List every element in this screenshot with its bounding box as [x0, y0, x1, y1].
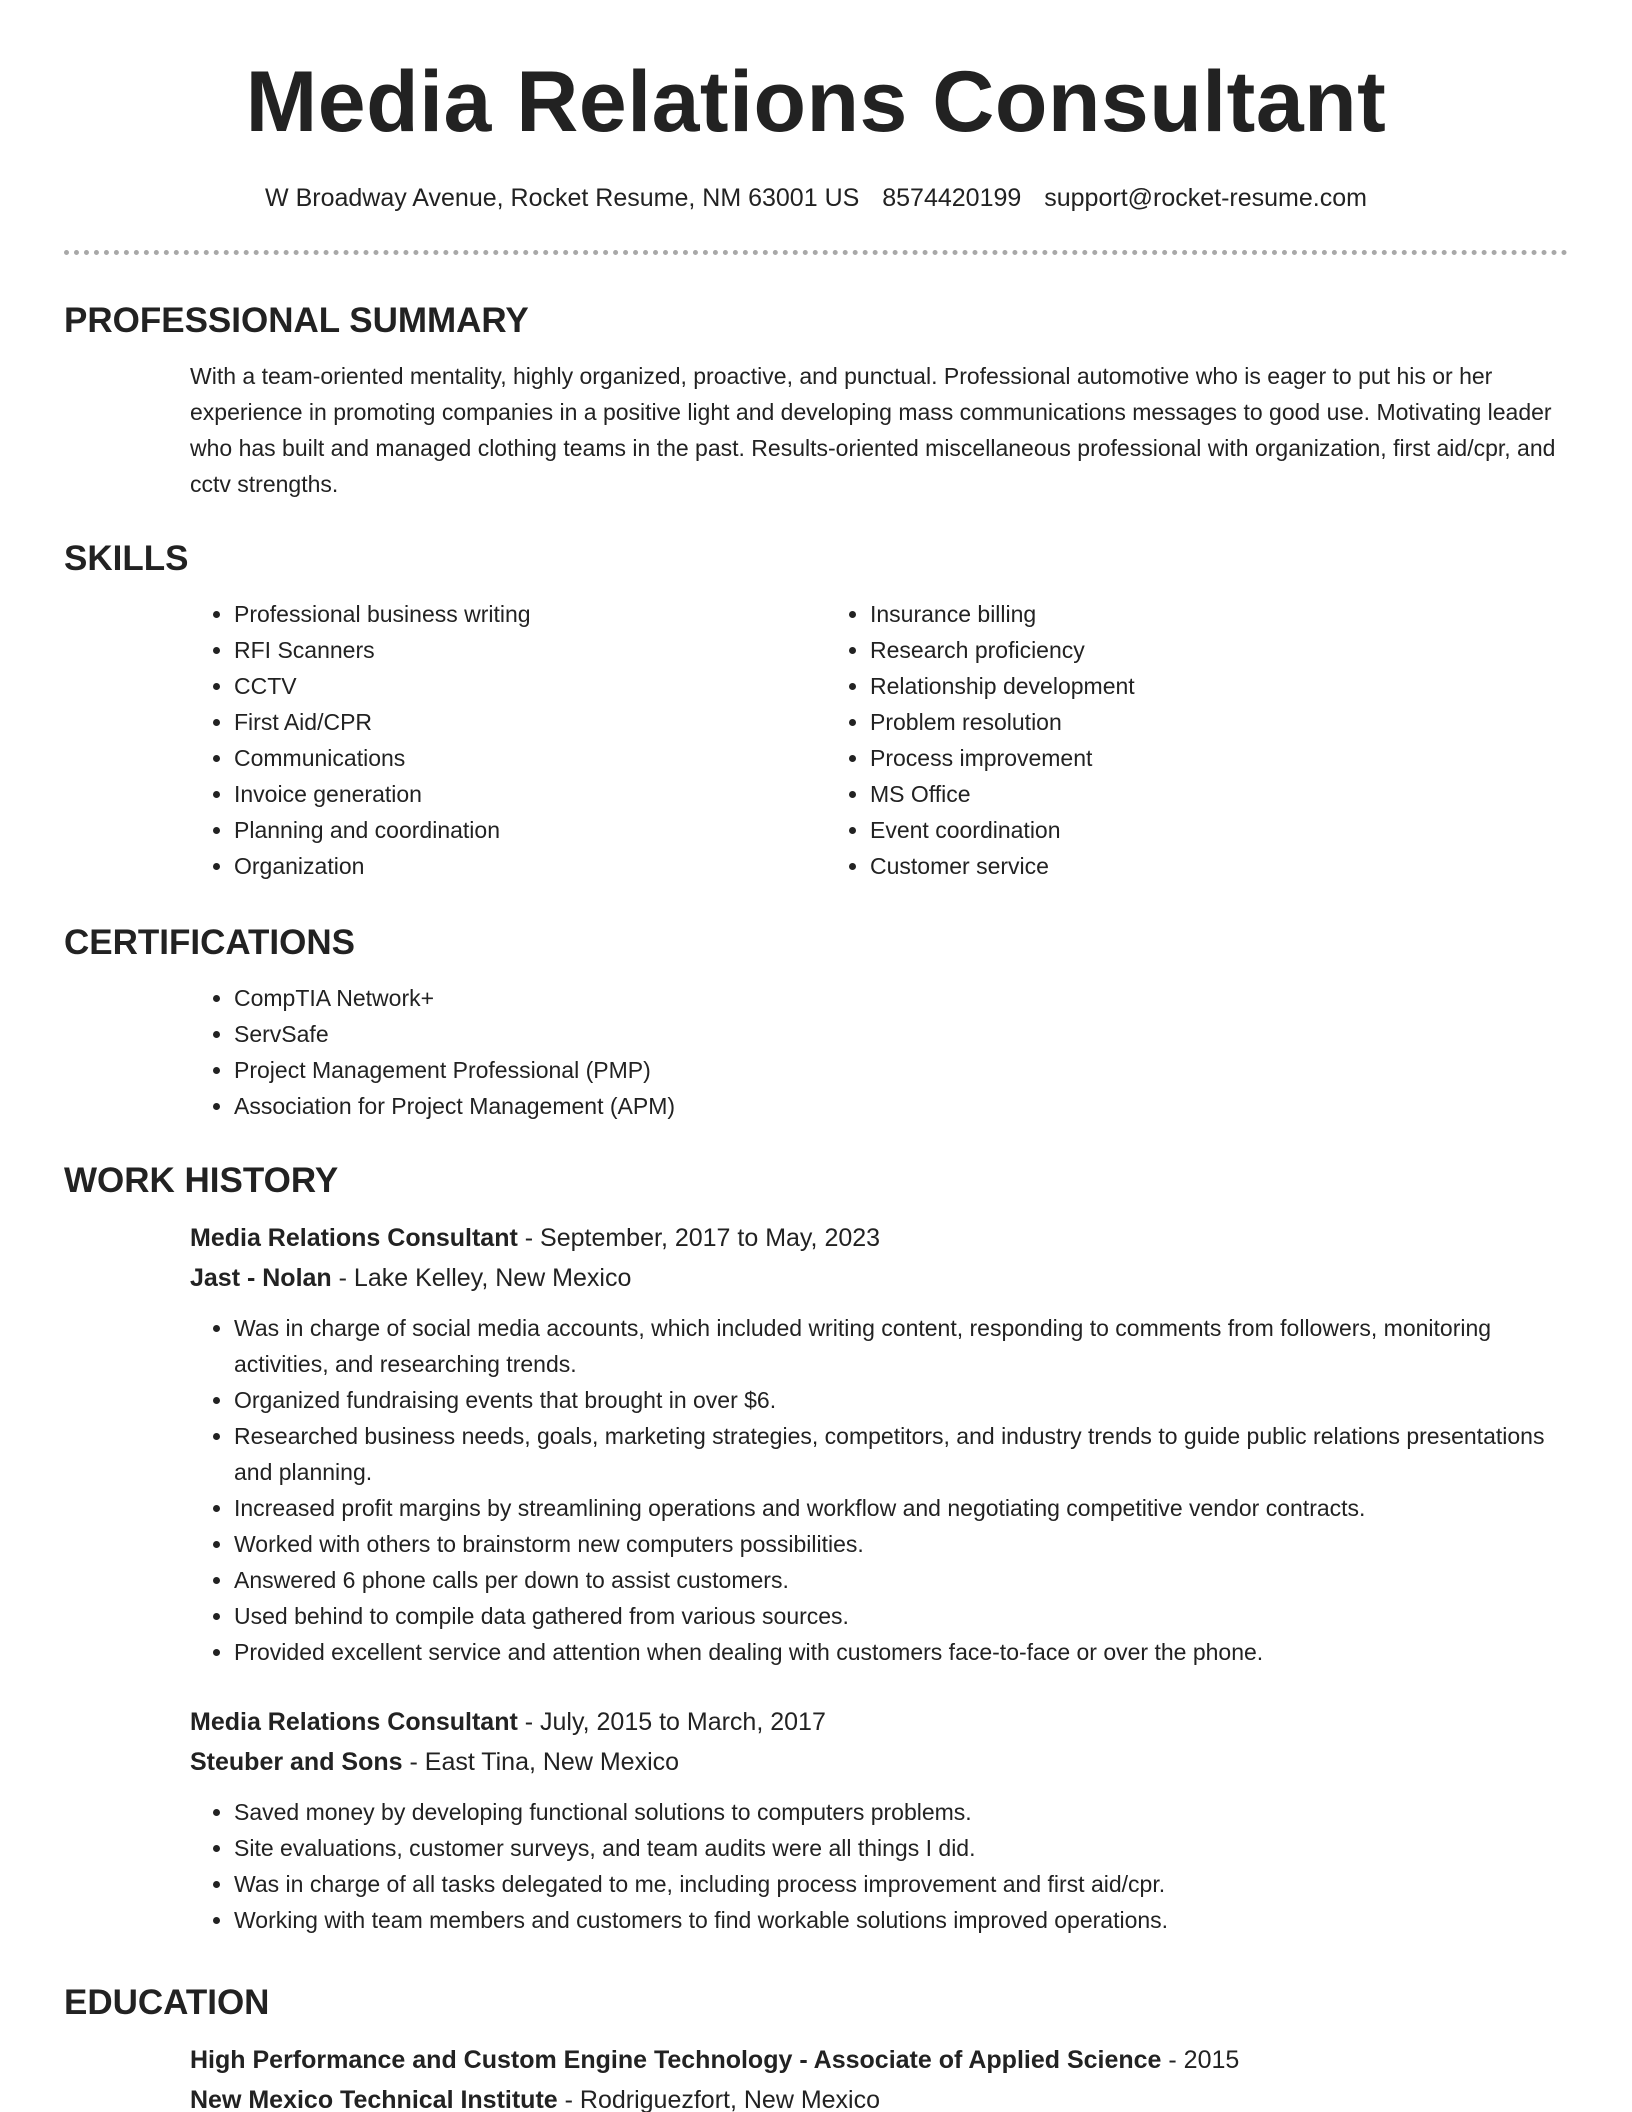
summary-text: With a team-oriented mentality, highly organized, proactive, and punctual. Professional automotive who is eager to put his or her experience in promoting companies in a positive light and developing mass communications messages to good use. Motivating leader who has built and managed clothing teams in the past. Results-oriented miscellaneous professional with organization, first aid/cpr, and cctv strengths. — [190, 363, 1556, 497]
duty-item: • Researched business needs, goals, marketing strategies, competitors, and industry trends to guide public relations presentations and planning. — [234, 1418, 1568, 1490]
skill-item: • Process improvement — [870, 740, 1462, 776]
job-dates: - September, 2017 to May, 2023 — [517, 1224, 881, 1252]
skills-title: SKILLS — [64, 539, 189, 578]
duty-item: • Answered 6 phone calls per down to assist customers. — [234, 1562, 1568, 1598]
job-company: Steuber and Sons — [190, 1748, 403, 1776]
certification-item: • Association for Project Management (APM) — [234, 1088, 1568, 1124]
job-location: - East Tina, New Mexico — [402, 1748, 680, 1776]
certifications-section — [64, 920, 1568, 1124]
duty-item: • Used behind to compile data gathered from various sources. — [234, 1598, 1568, 1634]
job-location: - Lake Kelley, New Mexico — [331, 1264, 632, 1292]
job-company: Jast - Nolan — [190, 1264, 332, 1292]
header-divider — [64, 250, 1568, 255]
skill-item: • Communications — [234, 740, 826, 776]
certifications-list — [190, 980, 1568, 1124]
duty-item: • Saved money by developing functional solutions to computers problems. — [234, 1794, 1568, 1830]
contact-line — [0, 180, 1632, 216]
skill-item: • Customer service — [870, 848, 1462, 884]
skill-item: • Professional business writing — [234, 596, 826, 632]
work-section — [64, 1158, 1568, 1938]
summary-body — [190, 358, 1568, 502]
school-location: - Rodriguezfort, New Mexico — [557, 2086, 881, 2112]
contact-email: support@rocket-resume.com — [1044, 184, 1367, 212]
duty-item: • Increased profit margins by streamlining operations and workflow and negotiating competitive vendor contracts. — [234, 1490, 1568, 1526]
job-dates: - July, 2015 to March, 2017 — [517, 1708, 826, 1736]
skills-list-left — [190, 596, 826, 884]
job-role: Media Relations Consultant — [190, 1708, 518, 1736]
duty-item: • Site evaluations, customer surveys, and team audits were all things I did. — [234, 1830, 1568, 1866]
duty-item: • Was in charge of all tasks delegated to me, including process improvement and first aid/cpr. — [234, 1866, 1568, 1902]
education-section — [64, 1980, 1568, 2112]
skill-item: • Event coordination — [870, 812, 1462, 848]
job-duties — [190, 1310, 1568, 1670]
job-role: Media Relations Consultant — [190, 1224, 518, 1252]
contact-address: W Broadway Avenue, Rocket Resume, NM 63001 US — [265, 184, 860, 212]
certification-item: • Project Management Professional (PMP) — [234, 1052, 1568, 1088]
job-role-line — [190, 1218, 1568, 1258]
school-line — [190, 2080, 1568, 2112]
degree-line — [190, 2040, 1568, 2080]
summary-section — [64, 298, 1568, 502]
education-body — [190, 2040, 1568, 2112]
skill-item: • Insurance billing — [870, 596, 1462, 632]
work-title: WORK HISTORY — [64, 1161, 339, 1200]
job-company-line — [190, 1742, 1568, 1782]
education-entry — [190, 2040, 1568, 2112]
education-title: EDUCATION — [64, 1983, 270, 2022]
duty-item: • Organized fundraising events that brought in over $6. — [234, 1382, 1568, 1418]
duty-item: • Worked with others to brainstorm new computers possibilities. — [234, 1526, 1568, 1562]
certification-item: • ServSafe — [234, 1016, 1568, 1052]
duty-item: • Working with team members and customers to find workable solutions improved operations. — [234, 1902, 1568, 1938]
skill-item: • Research proficiency — [870, 632, 1462, 668]
job-duties — [190, 1794, 1568, 1938]
duty-item: • Provided excellent service and attention when dealing with customers face-to-face or over the phone. — [234, 1634, 1568, 1670]
degree-year: - 2015 — [1161, 2046, 1240, 2074]
certification-item: • CompTIA Network+ — [234, 980, 1568, 1016]
job-company-line — [190, 1258, 1568, 1298]
certifications-title: CERTIFICATIONS — [64, 923, 356, 962]
skill-item: • CCTV — [234, 668, 826, 704]
school-name: New Mexico Technical Institute — [190, 2086, 558, 2112]
certifications-body — [190, 980, 1568, 1124]
skill-item: • Planning and coordination — [234, 812, 826, 848]
skill-item: • RFI Scanners — [234, 632, 826, 668]
skills-section — [64, 536, 1568, 884]
skill-item: • Organization — [234, 848, 826, 884]
job-entry — [190, 1218, 1568, 1670]
job-role-line — [190, 1702, 1568, 1742]
skill-item: • Invoice generation — [234, 776, 826, 812]
work-body — [190, 1218, 1568, 1938]
skill-item: • MS Office — [870, 776, 1462, 812]
contact-phone: 8574420199 — [882, 184, 1022, 212]
skills-list-right — [826, 596, 1462, 884]
skill-item: • Problem resolution — [870, 704, 1462, 740]
skills-body — [190, 596, 1568, 884]
candidate-name: Media Relations Consultant — [245, 54, 1387, 150]
skill-item: • First Aid/CPR — [234, 704, 826, 740]
skill-item: • Relationship development — [870, 668, 1462, 704]
duty-item: • Was in charge of social media accounts, which included writing content, responding to comments from followers, monitoring activities, and researching trends. — [234, 1310, 1568, 1382]
skills-columns — [190, 596, 1568, 884]
summary-title: PROFESSIONAL SUMMARY — [64, 301, 529, 340]
job-entry — [190, 1702, 1568, 1938]
degree-name: High Performance and Custom Engine Technology - Associate of Applied Science — [190, 2046, 1162, 2074]
